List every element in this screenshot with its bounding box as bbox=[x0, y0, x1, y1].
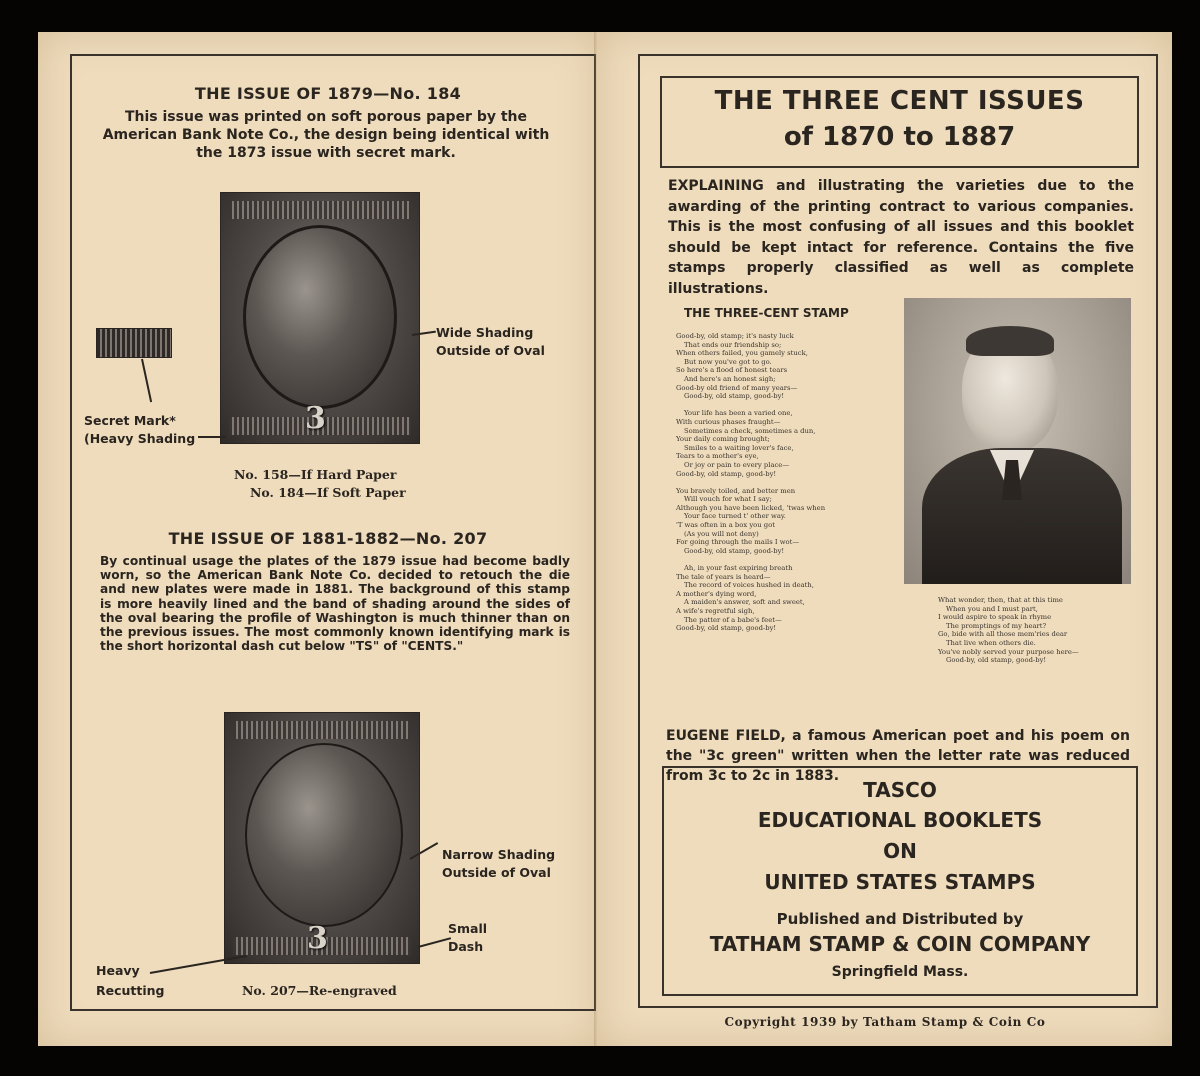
poem-line: Sometimes a check, sometimes a dun, bbox=[684, 426, 816, 435]
secret-mark-detail-image bbox=[96, 328, 172, 358]
poem-line: But now you've got to go. bbox=[684, 357, 772, 366]
caption-no-158: No. 158—If Hard Paper bbox=[234, 467, 397, 482]
narrow-shading-label: Narrow Shading bbox=[442, 847, 556, 862]
poem-line: Good-by, old stamp, good-by! bbox=[684, 546, 785, 555]
company-name: TATHAM STAMP & COIN COMPANY bbox=[709, 932, 1091, 956]
intro-text: EXPLAINING and illustrating the varieties due to the awarding of the printing contract to various companies. This is the most confusing of all issues and this booklet should be kept intact for reference. Contains the five stamps properly classified as well as complete illustrations. bbox=[668, 178, 1134, 297]
wide-shading-label-2: Outside of Oval bbox=[436, 343, 545, 358]
stamp-top-banner bbox=[233, 721, 411, 739]
poem-line: The patter of a babe's feet— bbox=[684, 615, 782, 624]
poem-line: A mother's dying word, bbox=[676, 589, 757, 598]
poem-line: Although you have been licked, 'twas when bbox=[676, 503, 826, 512]
small-dash-label: Small bbox=[448, 921, 488, 936]
poem-line: (As you will not deny) bbox=[684, 529, 759, 538]
poem-line: Good-by, old stamp, good-by! bbox=[684, 392, 785, 401]
poem-line: When you and I must part, bbox=[946, 604, 1038, 613]
poem-line: For going through the mails I wot— bbox=[676, 538, 800, 547]
heavy-shading-label: (Heavy Shading bbox=[84, 431, 196, 446]
page-subtitle: of 1870 to 1887 bbox=[783, 122, 1016, 152]
published-by: Published and Distributed by bbox=[776, 910, 1024, 928]
caption-no-207: No. 207—Re-engraved bbox=[242, 983, 397, 998]
issue-1879-heading: THE ISSUE OF 1879—No. 184 bbox=[194, 84, 462, 103]
portrait-caption: EUGENE FIELD, a famous American poet and his poem on the "3c green" written when the letter rate was reduced from 3c to 2c in 1883. bbox=[666, 728, 1130, 784]
poem-line: Ah, in your fast expiring breath bbox=[684, 564, 793, 573]
poem-line: Your daily coming brought; bbox=[676, 435, 770, 444]
title-box bbox=[660, 76, 1139, 168]
box-line-educational: EDUCATIONAL BOOKLETS bbox=[757, 808, 1043, 832]
poem-column-1 bbox=[676, 332, 896, 633]
poem-line: 'T was often in a box you got bbox=[676, 521, 775, 530]
stamp-top-banner bbox=[229, 201, 411, 219]
heavy-recutting-label: Heavy bbox=[96, 963, 140, 978]
portrait-hair bbox=[966, 326, 1054, 356]
poem-line: Good-by, old stamp, good-by! bbox=[676, 469, 777, 478]
poem-line: Good-by old friend of many years— bbox=[676, 383, 798, 392]
box-line-united-states: UNITED STATES STAMPS bbox=[764, 870, 1036, 894]
poem-line: A maiden's answer, soft and sweet, bbox=[684, 598, 805, 607]
poem-line: I would aspire to speak in rhyme bbox=[938, 613, 1052, 622]
poem-line: A wife's regretful sigh, bbox=[676, 607, 755, 615]
poem-line: Good-by, old stamp, good-by! bbox=[676, 624, 777, 633]
poem-line bbox=[676, 401, 896, 410]
right-page bbox=[598, 32, 1172, 1046]
poem-line: With curious phases fraught— bbox=[676, 417, 781, 426]
poem-title: THE THREE-CENT STAMP bbox=[684, 306, 849, 320]
box-line-on: ON bbox=[883, 839, 917, 863]
stamp-1879-image bbox=[220, 192, 420, 444]
publisher-box bbox=[662, 766, 1138, 996]
wide-shading-label: Wide Shading bbox=[436, 325, 534, 340]
poem-line: Tears to a mother's eye, bbox=[676, 452, 759, 461]
poem-line: Go, bide with all those mem'ries dear bbox=[938, 630, 1068, 639]
page-title: THE THREE CENT ISSUES bbox=[714, 86, 1085, 116]
poem-line: And here's an honest sigh; bbox=[684, 374, 776, 383]
issue-1881-heading: THE ISSUE OF 1881-1882—No. 207 bbox=[168, 529, 488, 548]
narrow-shading-label-2: Outside of Oval bbox=[442, 865, 551, 880]
heavy-recutting-label-2: Recutting bbox=[96, 983, 165, 998]
poem-line: You bravely toiled, and better men bbox=[676, 486, 796, 495]
left-page bbox=[38, 32, 598, 1046]
poem-line: Your life has been a varied one, bbox=[684, 409, 793, 418]
poem-line: You've nobly served your purpose here— bbox=[938, 647, 1079, 656]
poem-line: Good-by, old stamp; it's nasty luck bbox=[676, 332, 794, 340]
secret-mark-label: Secret Mark* bbox=[84, 413, 176, 428]
eugene-field-portrait bbox=[904, 298, 1131, 584]
box-line-tasco: TASCO bbox=[863, 778, 937, 802]
small-dash-label-2: Dash bbox=[448, 939, 484, 954]
poem-line bbox=[676, 478, 896, 487]
poem-line: So here's a flood of honest tears bbox=[676, 366, 788, 375]
poem-line: When others failed, you gamely stuck, bbox=[676, 349, 808, 358]
poem-line: The tale of years is heard— bbox=[676, 572, 771, 581]
company-city: Springfield Mass. bbox=[831, 964, 969, 980]
poem-line: Or joy or pain to every place— bbox=[684, 460, 790, 469]
caption-no-184: No. 184—If Soft Paper bbox=[250, 485, 406, 500]
poem-line: Will vouch for what I say; bbox=[684, 495, 772, 504]
issue-1879-text: This issue was printed on soft porous paper by the American Bank Note Co., the design being identical with the 1873 issue with secret mark. bbox=[102, 109, 550, 161]
poem-line: That live when others die. bbox=[946, 638, 1036, 647]
poem-line bbox=[676, 555, 896, 564]
stamp-1881-image bbox=[224, 712, 420, 964]
copyright-notice: Copyright 1939 by Tatham Stamp & Coin Co bbox=[724, 1015, 1046, 1029]
washington-portrait-oval bbox=[243, 225, 397, 409]
poem-line: Good-by, old stamp, good-by! bbox=[946, 656, 1047, 665]
poem-line: The record of voices hushed in death, bbox=[684, 581, 814, 590]
washington-portrait-oval bbox=[245, 743, 403, 927]
poem-line: What wonder, then, that at this time bbox=[938, 596, 1063, 604]
poem-line: The promptings of my heart? bbox=[946, 621, 1047, 630]
stamp-numeral: 3 bbox=[307, 921, 328, 956]
poem-line: Your face turned t' other way. bbox=[684, 512, 786, 521]
stamp-numeral: 3 bbox=[305, 401, 326, 436]
poem-column-2 bbox=[938, 596, 1138, 665]
poem-line: Smiles to a waiting lover's face, bbox=[684, 443, 794, 452]
arrow-heavy-shading bbox=[198, 436, 226, 438]
poem-line: That ends our friendship so; bbox=[684, 340, 782, 349]
issue-1881-text: By continual usage the plates of the 1879 issue had become badly worn, so the American Bank Note Co. decided to retouch the die and new plates were made in 1881. The background of this stamp is more heavily lined and the band of shading around the sides of the oval bearing the profile of Washington is much thinner than on the previous issues. The most commonly known identifying mark is the short horizontal dash cut below "TS" of "CENTS." bbox=[100, 554, 570, 654]
